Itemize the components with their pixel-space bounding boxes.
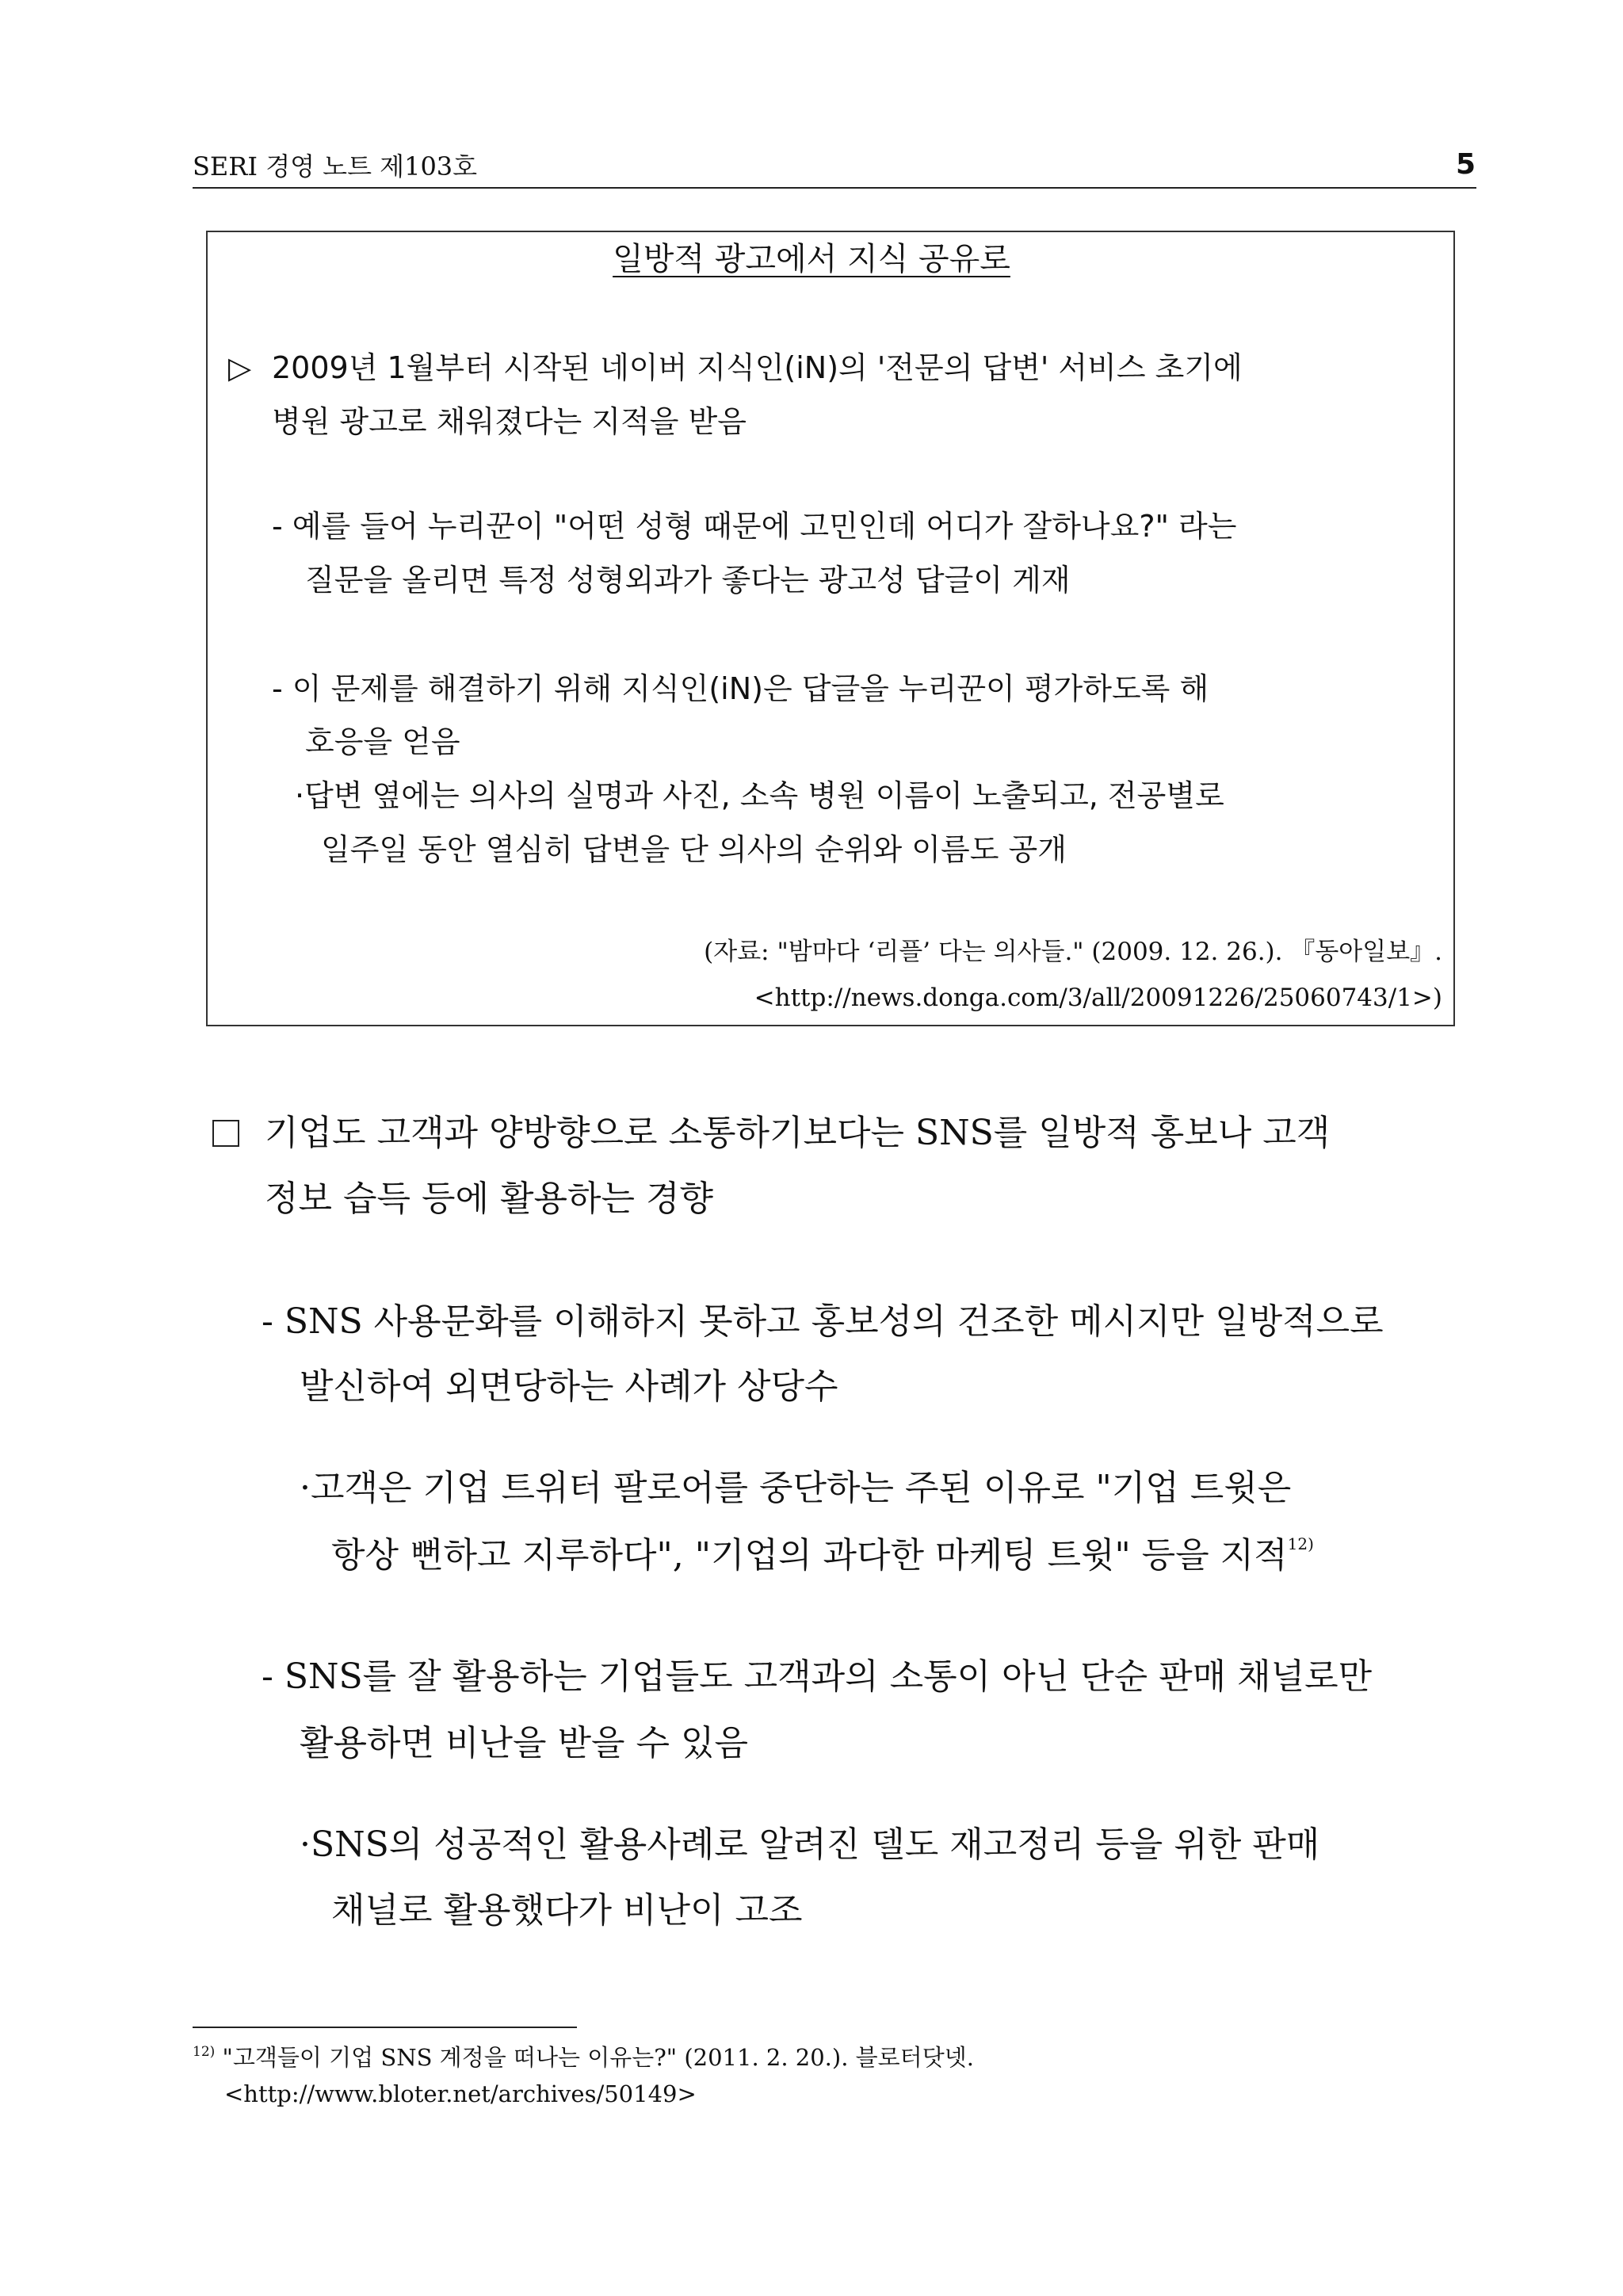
heading-line1: 기업도 고객과 양방향으로 소통하기보다는 SNS를 일방적 홍보나 고객 [265, 1113, 1331, 1153]
section-checkbox-icon [212, 1120, 239, 1147]
box-bullet-marker: ▷ [228, 350, 252, 385]
dash2-line1: - SNS를 잘 활용하는 기업들도 고객과의 소통이 아닌 단순 판매 채널로만 [262, 1656, 1373, 1697]
box-dash2-line1: - 이 문제를 해결하기 위해 지식인(iN)은 답글을 누리꾼이 평가하도록 해 [272, 671, 1209, 706]
dash2-dot-line1: ·SNS의 성공적인 활용사례로 알려진 델도 재고정리 등을 위한 판매 [300, 1824, 1320, 1865]
heading-line2: 정보 습득 등에 활용하는 경향 [265, 1179, 713, 1219]
page-number: 5 [1455, 148, 1476, 181]
box-dash2-line2: 호응을 얻음 [305, 724, 460, 759]
box-source-line1: (자료: "밤마다 ‘리플’ 다는 의사들." (2009. 12. 26.). 『동아일보』. [704, 938, 1442, 966]
box-title [0, 239, 1623, 279]
box-source-line2: <http://news.donga.com/3/all/20091226/25060743/1>) [754, 984, 1442, 1012]
footnote-line1 [193, 2037, 974, 2073]
box-title-text: 일방적 광고에서 지식 공유로 [613, 241, 1010, 277]
dash1-dot-line2 [331, 1534, 1314, 1578]
box-bullet-line2: 병원 광고로 채워졌다는 지적을 받음 [272, 404, 747, 439]
footnote-line1-text: "고객들이 기업 SNS 계정을 떠나는 이유는?" (2011. 2. 20.). 블로터닷넷. [222, 2044, 974, 2071]
dash1-dot-line2-text: 항상 뻔하고 지루하다", "기업의 과다한 마케팅 트윗" 등을 지적 [331, 1535, 1288, 1576]
footnote-mark: 12) [193, 2044, 216, 2060]
dash1-line2: 발신하여 외면당하는 사례가 상당수 [300, 1366, 838, 1407]
dash2-dot-line2: 채널로 활용했다가 비난이 고조 [331, 1890, 803, 1931]
footnote-rule [193, 2027, 577, 2028]
header-rule [193, 187, 1476, 189]
box-dash1-line1: - 예를 들어 누리꾼이 "어떤 성형 때문에 고민인데 어디가 잘하나요?" 라는 [272, 509, 1237, 544]
box-bullet-line1: 2009년 1월부터 시작된 네이버 지식인(iN)의 '전문의 답변' 서비스 초기에 [272, 350, 1243, 385]
box-dot-line1: ·답변 옆에는 의사의 실명과 사진, 소속 병원 이름이 노출되고, 전공별로 [295, 778, 1224, 813]
header-title: SERI 경영 노트 제103호 [193, 151, 478, 181]
footnote-ref: 12) [1287, 1534, 1314, 1553]
box-dot-line2: 일주일 동안 열심히 답변을 단 의사의 순위와 이름도 공개 [321, 832, 1067, 867]
dash1-line1: - SNS 사용문화를 이해하지 못하고 홍보성의 건조한 메시지만 일방적으로 [262, 1301, 1384, 1342]
dash2-line2: 활용하면 비난을 받을 수 있음 [300, 1723, 748, 1763]
footnote-line2: <http://www.bloter.net/archives/50149> [224, 2080, 697, 2107]
box-dash1-line2: 질문을 올리면 특정 성형외과가 좋다는 광고성 답글이 게재 [305, 563, 1071, 598]
dash1-dot-line1: ·고객은 기업 트위터 팔로어를 중단하는 주된 이유로 "기업 트윗은 [300, 1468, 1292, 1508]
